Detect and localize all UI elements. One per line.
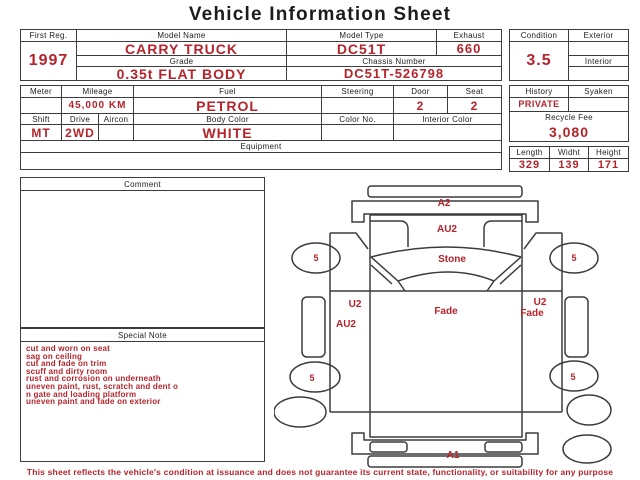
wheel-grade-front-left: 5	[313, 253, 319, 263]
wheel-grade-rear-right: 5	[570, 372, 576, 382]
page-title: Vehicle Information Sheet	[188, 4, 452, 25]
mileage-value: 45,000 KM	[61, 97, 133, 113]
disclaimer-text: This sheet reflects the vehicle's condition at issuance and does not guarantee its current state, functionality, or suitability for any purpose	[26, 467, 614, 477]
rear-bottom-bar	[368, 456, 522, 467]
special-note-line: sag on ceiling	[26, 351, 83, 361]
gate-left	[302, 297, 325, 357]
roof-line-right	[484, 221, 522, 247]
length-value: 329	[510, 158, 549, 171]
grade-label: Grade	[76, 55, 286, 66]
special-note-line: uneven paint, rust, scratch and dent o	[26, 381, 179, 391]
damage-label-a1: A1	[446, 450, 460, 461]
shift-value: MT	[21, 124, 61, 140]
first-reg-label: First Reg.	[29, 31, 68, 40]
damage-label-u2-right: U2	[533, 297, 547, 308]
damage-label-a2: A2	[437, 198, 451, 209]
windshield-lower-arc	[398, 272, 494, 281]
rear-bumper-shape	[352, 433, 538, 454]
roof-line-left	[370, 221, 408, 247]
recycle-fee-value: 3,080	[548, 123, 590, 140]
wheel-rear-left	[290, 362, 340, 392]
equipment-value	[21, 152, 501, 169]
equipment-label: Equipment	[21, 140, 501, 152]
cab-bed-outline-shape	[370, 215, 522, 437]
exhaust-label: Exhaust	[436, 30, 501, 41]
model-name-label: Model Name	[76, 30, 286, 41]
special-note-line: n gate and loading platform	[26, 389, 137, 399]
exterior-label: Exterior	[568, 30, 628, 41]
vehicle-diagram	[274, 178, 640, 470]
special-note-title: Special Note	[118, 330, 167, 340]
history-panel	[509, 85, 629, 142]
height-value: 171	[588, 158, 628, 171]
aircon-label: Aircon	[98, 113, 133, 124]
recycle-fee-label: Recycle Fee	[510, 111, 628, 122]
damage-label-fade-right: Fade	[520, 308, 544, 319]
width-value: 139	[549, 158, 588, 171]
special-note-list	[21, 342, 264, 409]
interior-label: Interior	[568, 55, 628, 66]
height-label: Height	[588, 147, 628, 158]
special-note-line: uneven paint and fade on exterior	[26, 397, 161, 407]
spare-wheel-left	[274, 397, 326, 427]
damage-label-au2-left: AU2	[335, 319, 357, 330]
color-no-value	[321, 124, 393, 140]
condition-value: 3.5	[510, 41, 568, 80]
damage-label-stone: Stone	[438, 254, 466, 265]
wheel-grade-rear-left: 5	[309, 373, 315, 383]
spare-wheel-right-top	[567, 395, 611, 425]
interior-color-label: Interior Color	[393, 113, 501, 124]
spec-table	[20, 85, 502, 170]
interior-color-value	[393, 124, 501, 140]
meter-value	[21, 97, 61, 113]
body-color-label: Body Color	[133, 113, 321, 124]
damage-label-u2-left: U2	[348, 299, 362, 310]
special-note-line: cut and fade on trim	[26, 359, 107, 369]
syaken-label: Syaken	[568, 86, 628, 97]
history-value: PRIVATE	[510, 97, 568, 111]
model-type-value: DC51T	[286, 41, 436, 55]
chassis-number-value: DC51T-526798	[286, 66, 501, 80]
rear-inner-right	[485, 442, 522, 452]
spare-wheel-right-bottom	[563, 435, 611, 463]
condition-panel	[509, 29, 629, 81]
width-label: Widht	[549, 147, 588, 158]
dimensions-panel	[509, 146, 629, 172]
chassis-number-label: Chassis Number	[286, 55, 501, 66]
first-reg-value: 1997	[21, 41, 76, 80]
meter-label: Meter	[30, 87, 52, 96]
history-label: History	[525, 87, 553, 96]
vehicle-info-table	[20, 29, 502, 81]
special-note-line: rust and corrosion on underneath	[26, 374, 161, 384]
steering-value	[321, 97, 393, 113]
special-note-line: scuff and dirty room	[26, 366, 108, 376]
damage-label-au2-roof: AU2	[436, 224, 458, 235]
syaken-value	[568, 97, 628, 111]
aircon-value	[98, 124, 133, 140]
special-note-line: cut and worn on seat	[26, 344, 111, 353]
interior-value	[568, 66, 628, 80]
comment-title: Comment	[124, 179, 161, 189]
body-color-value: WHITE	[133, 124, 321, 140]
seat-label: Seat	[447, 86, 501, 97]
seat-value: 2	[447, 97, 501, 113]
drive-value: 2WD	[61, 124, 98, 140]
door-label: Door	[393, 86, 447, 97]
color-no-label: Color No.	[321, 113, 393, 124]
mileage-label: Mileage	[61, 86, 133, 97]
rear-inner-left	[370, 442, 407, 452]
shift-label: Shift	[21, 113, 61, 124]
exhaust-value: 660	[436, 41, 501, 55]
pillar-left	[371, 257, 405, 291]
fuel-label: Fuel	[133, 86, 321, 97]
drive-label: Drive	[61, 113, 98, 124]
length-label: Length	[516, 148, 543, 157]
steering-label: Steering	[321, 86, 393, 97]
wheel-grade-front-right: 5	[571, 253, 577, 263]
front-top-bar-shape	[368, 186, 522, 197]
fender-right	[524, 233, 562, 412]
grade-value: 0.35t FLAT BODY	[76, 66, 286, 80]
fuel-value: PETROL	[133, 97, 321, 113]
damage-label-fade-center: Fade	[434, 306, 458, 317]
pillar-right	[487, 257, 521, 291]
model-type-label: Model Type	[286, 30, 436, 41]
comment-box	[20, 177, 265, 328]
special-note-box	[20, 328, 265, 462]
exterior-value	[568, 41, 628, 55]
gate-right	[565, 297, 588, 357]
door-value: 2	[393, 97, 447, 113]
condition-label: Condition	[520, 31, 558, 40]
model-name-value: CARRY TRUCK	[76, 41, 286, 55]
